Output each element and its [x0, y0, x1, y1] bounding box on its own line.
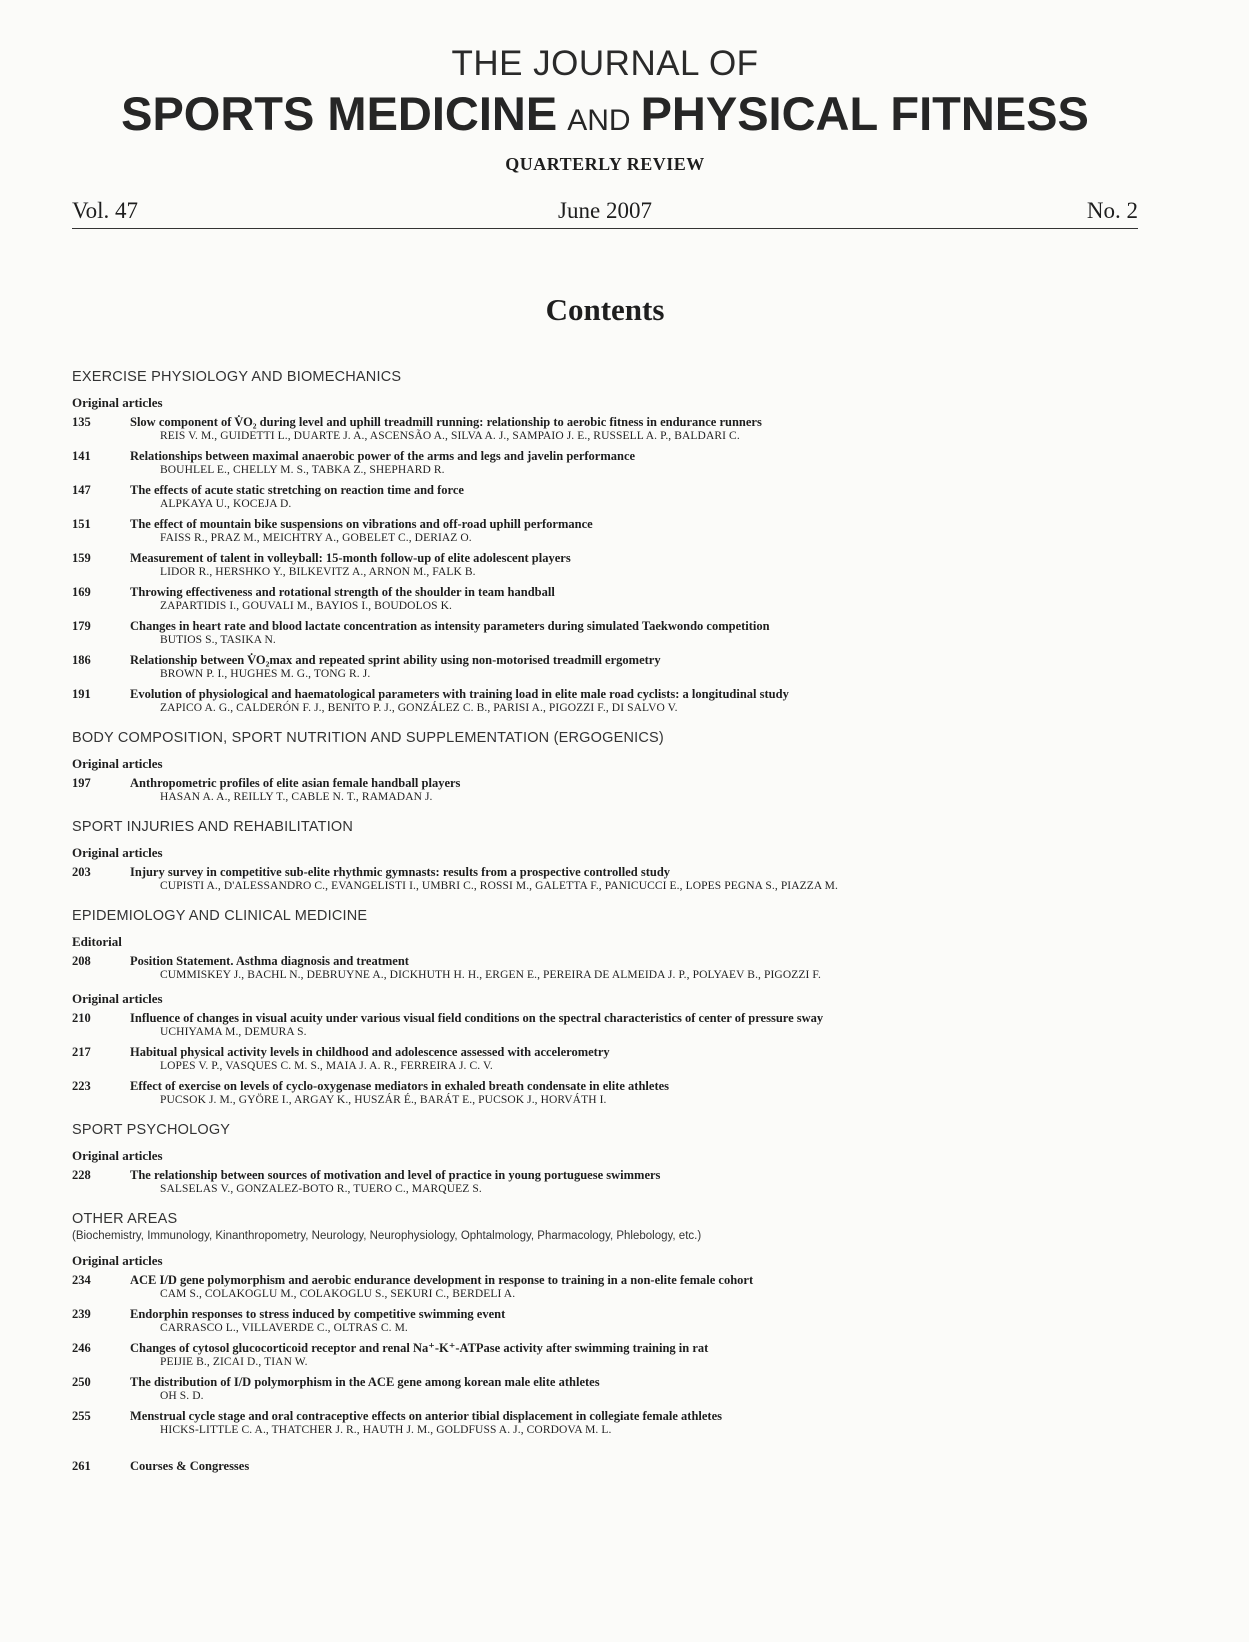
article-type-label: Original articles — [72, 756, 163, 771]
toc-entry[interactable] — [72, 619, 1138, 647]
article-authors: CUMMISKEY J., BACHL N., DEBRUYNE A., DICKHUTH H. H., ERGEN E., PEREIRA DE ALMEIDA J. P., POLYAEV B., PIGOZZI F. — [160, 969, 821, 981]
section-title: OTHER AREAS — [72, 1211, 178, 1227]
toc-entry[interactable] — [72, 1459, 1138, 1473]
article-title[interactable]: The relationship between sources of motivation and level of practice in young portuguese swimmers — [130, 1168, 661, 1182]
toc-entry[interactable] — [72, 585, 1138, 613]
section-title: BODY COMPOSITION, SPORT NUTRITION AND SUPPLEMENTATION (ERGOGENICS) — [72, 730, 664, 746]
article-title[interactable]: Endorphin responses to stress induced by competitive swimming event — [130, 1307, 506, 1321]
article-title[interactable]: Anthropometric profiles of elite asian female handball players — [130, 776, 461, 790]
toc-entry[interactable] — [72, 415, 1138, 443]
article-type-label: Original articles — [72, 395, 163, 410]
page-number: 169 — [72, 585, 91, 599]
toc-section — [72, 1210, 1138, 1437]
page-number: 191 — [72, 687, 91, 701]
page-number: 141 — [72, 449, 91, 463]
article-title[interactable]: Injury survey in competitive sub-elite rhythmic gymnasts: results from a prospective controlled study — [130, 865, 671, 879]
article-title[interactable]: ACE I/D gene polymorphism and aerobic endurance development in response to training in a non-elite female cohort — [130, 1273, 754, 1287]
page-number: 135 — [72, 415, 91, 429]
section-title: SPORT PSYCHOLOGY — [72, 1122, 231, 1138]
article-authors: HICKS-LITTLE C. A., THATCHER J. R., HAUTH J. M., GOLDFUSS A. J., CORDOVA M. L. — [160, 1424, 612, 1436]
toc-entry[interactable] — [72, 1079, 1138, 1107]
article-authors: LOPES V. P., VASQUES C. M. S., MAIA J. A. R., FERREIRA J. C. V. — [160, 1060, 493, 1072]
article-title[interactable]: Courses & Congresses — [130, 1459, 250, 1473]
toc-section — [72, 729, 1138, 804]
article-authors: PEIJIE B., ZICAI D., TIAN W. — [160, 1356, 308, 1368]
toc-entry[interactable] — [72, 449, 1138, 477]
masthead-title — [72, 86, 1138, 141]
page-number: 208 — [72, 954, 91, 968]
article-title[interactable]: Changes of cytosol glucocorticoid receptor and renal Na⁺-K⁺-ATPase activity after swimming training in rat — [130, 1341, 709, 1355]
issue-info-bar — [72, 198, 1138, 229]
toc-section — [72, 818, 1138, 893]
article-title[interactable]: Throwing effectiveness and rotational strength of the shoulder in team handball — [130, 585, 555, 599]
article-authors: LIDOR R., HERSHKO Y., BILKEVITZ A., ARNON M., FALK B. — [160, 566, 476, 578]
article-title[interactable]: Slow component of V̇O₂ during level and uphill treadmill running: relationship to aerobic fitness in endurance runners — [130, 415, 762, 429]
page-number: 203 — [72, 865, 91, 879]
toc-entry[interactable] — [72, 776, 1138, 804]
page-number: 246 — [72, 1341, 91, 1355]
page-number: 197 — [72, 776, 91, 790]
article-authors: REIS V. M., GUIDETTI L., DUARTE J. A., ASCENSÃO A., SILVA A. J., SAMPAIO J. E., RUSSELL A. P., BALDARI C. — [160, 430, 740, 442]
article-title[interactable]: The effect of mountain bike suspensions on vibrations and off-road uphill performance — [130, 517, 593, 531]
toc-entry[interactable] — [72, 1273, 1138, 1301]
article-title[interactable]: Effect of exercise on levels of cyclo-oxygenase mediators in exhaled breath condensate in elite athletes — [130, 1079, 670, 1093]
page-number: 223 — [72, 1079, 91, 1093]
toc-entry[interactable] — [72, 551, 1138, 579]
article-type-label: Original articles — [72, 1148, 163, 1163]
article-authors: FAISS R., PRAZ M., MEICHTRY A., GOBELET C., DERIAZ O. — [160, 532, 472, 544]
article-title[interactable]: Measurement of talent in volleyball: 15-month follow-up of elite adolescent players — [130, 551, 571, 565]
article-title[interactable]: Relationship between V̇O₂max and repeated sprint ability using non-motorised treadmill ergometry — [130, 653, 661, 667]
toc-entry[interactable] — [72, 1307, 1138, 1335]
article-authors: CARRASCO L., VILLAVERDE C., OLTRAS C. M. — [160, 1322, 408, 1334]
page-number: 210 — [72, 1011, 91, 1025]
page-number: 255 — [72, 1409, 91, 1423]
toc-entry[interactable] — [72, 1045, 1138, 1073]
toc-entry[interactable] — [72, 687, 1138, 715]
article-title[interactable]: Relationships between maximal anaerobic power of the arms and legs and javelin performance — [130, 449, 636, 463]
article-authors: BUTIOS S., TASIKA N. — [160, 634, 276, 646]
article-title[interactable]: The effects of acute static stretching on reaction time and force — [130, 483, 464, 497]
page-number: 186 — [72, 653, 91, 667]
toc-entry[interactable] — [72, 653, 1138, 681]
masthead-title-part2: PHYSICAL FITNESS — [640, 87, 1089, 140]
article-authors: SALSELAS V., GONZALEZ-BOTO R., TUERO C., MARQUEZ S. — [160, 1183, 482, 1195]
page-number: 159 — [72, 551, 91, 565]
toc-entry[interactable] — [72, 1168, 1138, 1196]
issue-date: June 2007 — [558, 198, 652, 223]
article-title[interactable]: Changes in heart rate and blood lactate concentration as intensity parameters during simulated Taekwondo competition — [130, 619, 770, 633]
article-type-label: Original articles — [72, 991, 163, 1006]
masthead-subtitle: QUARTERLY REVIEW — [505, 154, 705, 174]
article-authors: ZAPARTIDIS I., GOUVALI M., BAYIOS I., BOUDOLOS K. — [160, 600, 452, 612]
page-number: 228 — [72, 1168, 91, 1182]
article-authors: ZAPICO A. G., CALDERÓN F. J., BENITO P. J., GONZÁLEZ C. B., PARISI A., PIGOZZI F., DI SALVO V. — [160, 702, 678, 714]
article-authors: CAM S., COLAKOGLU M., COLAKOGLU S., SEKURI C., BERDELI A. — [160, 1288, 516, 1300]
toc-entry[interactable] — [72, 1011, 1138, 1039]
page-number: 250 — [72, 1375, 91, 1389]
article-authors: PUCSOK J. M., GYÖRE I., ARGAY K., HUSZÁR É., BARÁT E., PUCSOK J., HORVÁTH I. — [160, 1094, 607, 1106]
article-title[interactable]: The distribution of I/D polymorphism in the ACE gene among korean male elite athletes — [130, 1375, 600, 1389]
section-title: EPIDEMIOLOGY AND CLINICAL MEDICINE — [72, 908, 368, 924]
toc-section — [72, 368, 1138, 715]
article-authors: BOUHLEL E., CHELLY M. S., TABKA Z., SHEPHARD R. — [160, 464, 445, 476]
toc-entry[interactable] — [72, 865, 1138, 893]
toc-entry[interactable] — [72, 483, 1138, 511]
toc-section — [72, 1121, 1138, 1196]
table-of-contents — [72, 368, 1138, 1479]
article-authors: ALPKAYA U., KOCEJA D. — [160, 498, 292, 510]
article-title[interactable]: Influence of changes in visual acuity under various visual field conditions on the spectral characteristics of center of pressure sway — [130, 1011, 824, 1025]
article-title[interactable]: Position Statement. Asthma diagnosis and treatment — [130, 954, 409, 968]
article-title[interactable]: Menstrual cycle stage and oral contraceptive effects on anterior tibial displacement in collegiate female athletes — [130, 1409, 722, 1423]
article-authors: UCHIYAMA M., DEMURA S. — [160, 1026, 307, 1038]
toc-entry[interactable] — [72, 1409, 1138, 1437]
masthead-line1: THE JOURNAL OF — [451, 44, 759, 83]
masthead-title-part1: SPORTS MEDICINE — [121, 87, 558, 140]
issue-volume: Vol. 47 — [72, 198, 139, 223]
toc-entry[interactable] — [72, 954, 1138, 982]
article-type-label: Editorial — [72, 934, 122, 949]
article-authors: OH S. D. — [160, 1390, 204, 1402]
section-title: EXERCISE PHYSIOLOGY AND BIOMECHANICS — [72, 369, 402, 385]
contents-heading: Contents — [545, 292, 665, 327]
issue-number: No. 2 — [1086, 198, 1138, 223]
page-number: 179 — [72, 619, 91, 633]
page-number: 261 — [72, 1459, 91, 1473]
page-number: 239 — [72, 1307, 91, 1321]
page-number: 151 — [72, 517, 91, 531]
page-number: 234 — [72, 1273, 91, 1287]
article-title[interactable]: Evolution of physiological and haematological parameters with training load in elite male road cyclists: a longitudinal study — [130, 687, 789, 701]
article-authors: HASAN A. A., REILLY T., CABLE N. T., RAMADAN J. — [160, 791, 433, 803]
article-type-label: Original articles — [72, 1253, 163, 1268]
toc-entry[interactable] — [72, 1375, 1138, 1403]
section-title: SPORT INJURIES AND REHABILITATION — [72, 819, 354, 835]
toc-entry[interactable] — [72, 1341, 1138, 1369]
article-authors: CUPISTI A., D'ALESSANDRO C., EVANGELISTI I., UMBRI C., ROSSI M., GALETTA F., PANICUCCI E., LOPES PEGNA S., PIAZZA M. — [160, 880, 838, 892]
article-type-label: Original articles — [72, 845, 163, 860]
section-subtitle: (Biochemistry, Immunology, Kinanthropometry, Neurology, Neurophysiology, Ophtalmology, Pharmacology, Phlebology, etc.) — [72, 1230, 702, 1242]
masthead-and: AND — [567, 104, 631, 137]
article-authors: BROWN P. I., HUGHES M. G., TONG R. J. — [160, 668, 371, 680]
toc-entry[interactable] — [72, 517, 1138, 545]
page-number: 147 — [72, 483, 91, 497]
toc-section — [72, 907, 1138, 1107]
article-title[interactable]: Habitual physical activity levels in childhood and adolescence assessed with accelerometry — [130, 1045, 610, 1059]
page-number: 217 — [72, 1045, 91, 1059]
